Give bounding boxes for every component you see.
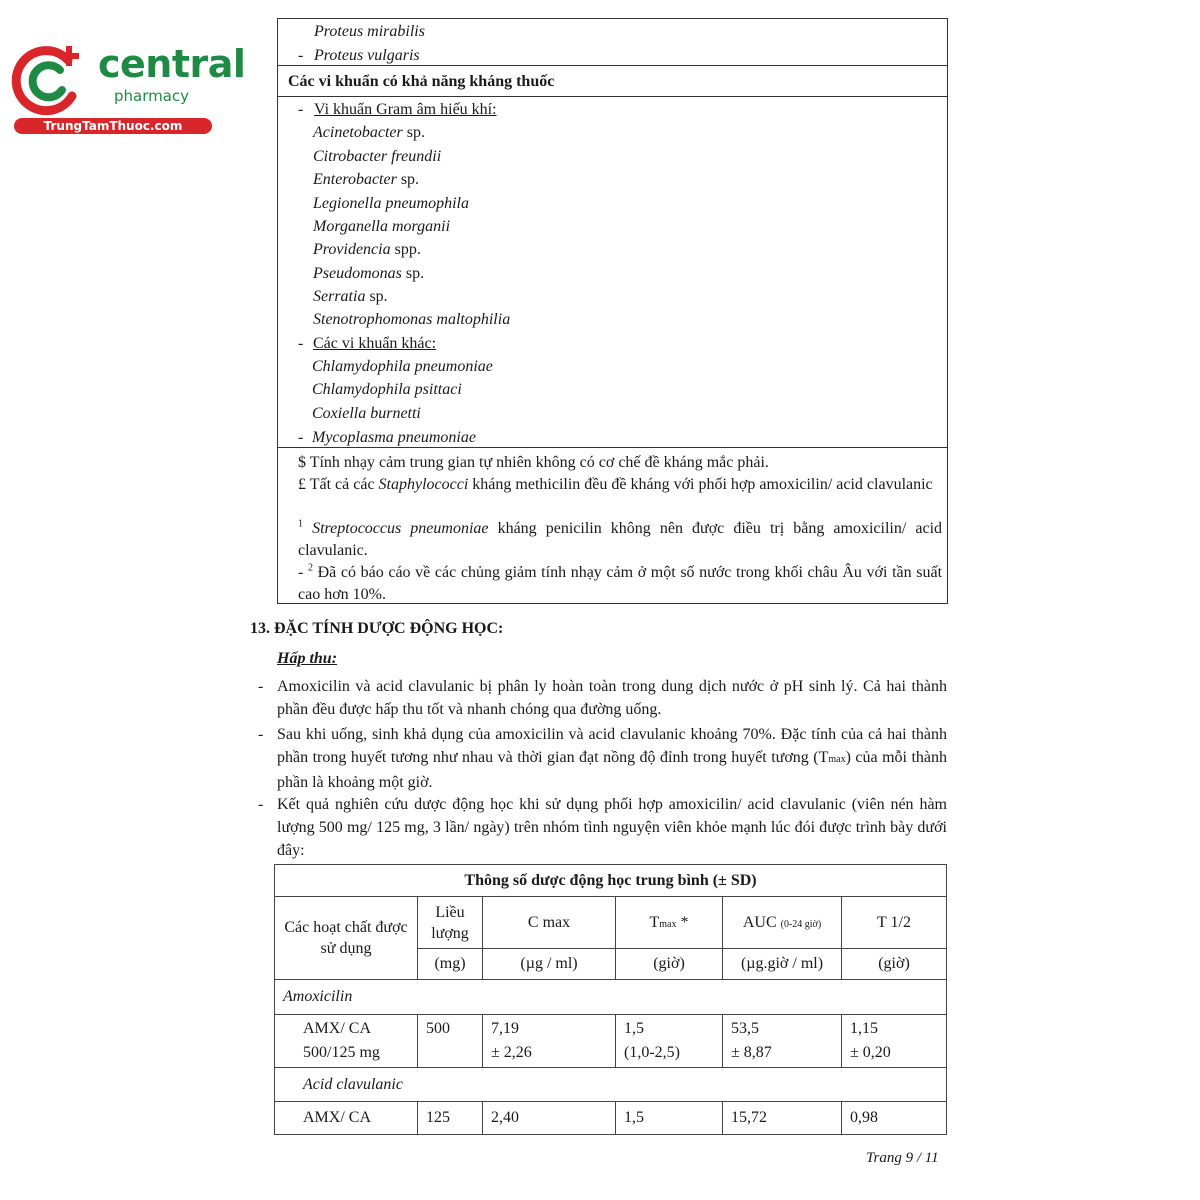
table-cell: 7,19 ± 2,26 xyxy=(483,1015,616,1068)
unit-cmax: (µg / ml) xyxy=(483,949,616,980)
list-item: Chlamydophila psittaci xyxy=(312,381,462,398)
table-cell: 53,5 ± 8,87 xyxy=(723,1015,842,1068)
list-bullet: - xyxy=(298,101,304,118)
unit-tmax: (giờ) xyxy=(616,949,723,980)
unit-thalf: (giờ) xyxy=(842,949,947,980)
header-thalf: T 1/2 xyxy=(842,897,947,949)
list-bullet: - xyxy=(258,678,264,695)
susceptibility-box xyxy=(277,18,948,604)
list-item: Proteus vulgaris xyxy=(314,47,420,64)
table-cell: AMX/ CA 500/125 mg xyxy=(275,1015,418,1068)
header-auc: AUC (0-24 giờ) xyxy=(723,897,842,949)
header-dose: Liều lượng xyxy=(418,897,483,949)
list-item: Citrobacter freundii xyxy=(313,148,442,165)
logo-mark-icon xyxy=(10,40,92,122)
list-bullet: - xyxy=(258,796,264,813)
group-clavulanic: Acid clavulanic xyxy=(275,1068,947,1102)
header-active: Các hoạt chất được sử dụng xyxy=(275,897,418,980)
list-item: Serratia sp. xyxy=(313,288,388,305)
list-item: Legionella pneumophila xyxy=(313,195,469,212)
page-number: Trang 9 / 11 xyxy=(866,1150,939,1166)
table-cell: AMX/ CA xyxy=(275,1102,418,1135)
list-item: Pseudomonas sp. xyxy=(313,265,425,282)
table-cell: 1,5 (1,0-2,5) xyxy=(616,1015,723,1068)
list-bullet: - xyxy=(258,726,264,743)
list-item: Enterobacter sp. xyxy=(313,171,420,188)
table-cell: 1,15 ± 0,20 xyxy=(842,1015,947,1068)
footnote-1: $ Tính nhạy cảm trung gian tự nhiên không có cơ chế đề kháng mắc phải. xyxy=(298,454,769,471)
resist-heading: Các vi khuẩn có khả năng kháng thuốc xyxy=(288,73,555,90)
divider xyxy=(278,96,947,97)
list-item: Stenotrophomonas maltophilia xyxy=(313,311,511,328)
brand-sub: pharmacy xyxy=(114,87,190,105)
footnote-2: £ Tất cả các Staphylococci kháng methicilin đều đề kháng với phối hợp amoxicilin/ acid clavulanic xyxy=(298,476,933,493)
table-cell: 125 xyxy=(418,1102,483,1135)
pk-table xyxy=(274,864,947,1135)
gram-negative-label: Vi khuẩn Gram âm hiếu khí: xyxy=(314,101,497,118)
list-item: Coxiella burnetti xyxy=(312,405,421,422)
paragraph-study: Kết quả nghiên cứu dược động học khi sử dụng phối hợp amoxicilin/ acid clavulanic (viên nén hàm lượng 500 mg/ 125 mg, 3 lần/ ngày) trên nhóm tình nguyện viên khỏe mạnh lúc đói được trình bày dưới đây: xyxy=(277,796,947,859)
table-cell: 1,5 xyxy=(616,1102,723,1135)
list-item: Mycoplasma pneumoniae xyxy=(312,429,476,446)
divider xyxy=(278,447,947,448)
list-item: Providencia spp. xyxy=(313,241,421,258)
list-bullet: - xyxy=(298,429,304,446)
table-row xyxy=(275,1102,947,1135)
list-bullet: - xyxy=(298,47,304,64)
unit-auc: (µg.giờ / ml) xyxy=(723,949,842,980)
list-item: Morganella morganii xyxy=(313,218,451,235)
brand-name: central xyxy=(98,42,246,86)
paragraph-bioavailability: Sau khi uống, sinh khả dụng của amoxicilin và acid clavulanic khoảng 70%. Đặc tính của cả hai thành phần trong huyết tương như nhau và thời gian đạt nồng độ đỉnh trong huyết tương (Tmax) của mỗi thành phần là khoảng một giờ. xyxy=(277,726,948,791)
brand-domain: TrungTamThuoc.com xyxy=(14,118,212,134)
pk-table-title: Thông số dược động học trung bình (± SD) xyxy=(275,865,947,897)
unit-dose: (mg) xyxy=(418,949,483,980)
group-amoxicilin: Amoxicilin xyxy=(275,980,947,1015)
table-cell: 0,98 xyxy=(842,1102,947,1135)
header-tmax: Tmax * xyxy=(616,897,723,949)
header-cmax: C max xyxy=(483,897,616,949)
table-cell: 2,40 xyxy=(483,1102,616,1135)
brand-logo xyxy=(10,36,246,136)
list-item: Chlamydophila pneumoniae xyxy=(312,358,493,375)
table-cell: 15,72 xyxy=(723,1102,842,1135)
other-bacteria-label: Các vi khuẩn khác: xyxy=(313,335,437,352)
divider xyxy=(278,65,947,66)
footnote-3: $^1$ Streptococcus pneumoniae kháng penicilin không nên được điều trị bằng amoxicilin/ acid clavulanic. xyxy=(298,518,943,559)
footnote-4: - $^2$ Đã có báo cáo về các chủng giảm tính nhạy cảm ở một số nước trong khối châu Âu với tần suất cao hơn 10%. xyxy=(298,562,943,603)
table-row xyxy=(275,1015,947,1068)
paragraph-absorption: Amoxicilin và acid clavulanic bị phân ly hoàn toàn trong dung dịch nước ở pH sinh lý. Cả hai thành phần đều được hấp thu tốt và nhanh chóng qua đường uống. xyxy=(277,678,947,718)
list-item: Proteus mirabilis xyxy=(314,23,425,40)
section-title: 13. ĐẶC TÍNH DƯỢC ĐỘNG HỌC: xyxy=(250,620,504,637)
section-subtitle: Hấp thu: xyxy=(277,650,338,667)
list-bullet: - xyxy=(298,335,304,352)
list-item: Acinetobacter sp. xyxy=(313,124,425,141)
table-cell: 500 xyxy=(418,1015,483,1068)
